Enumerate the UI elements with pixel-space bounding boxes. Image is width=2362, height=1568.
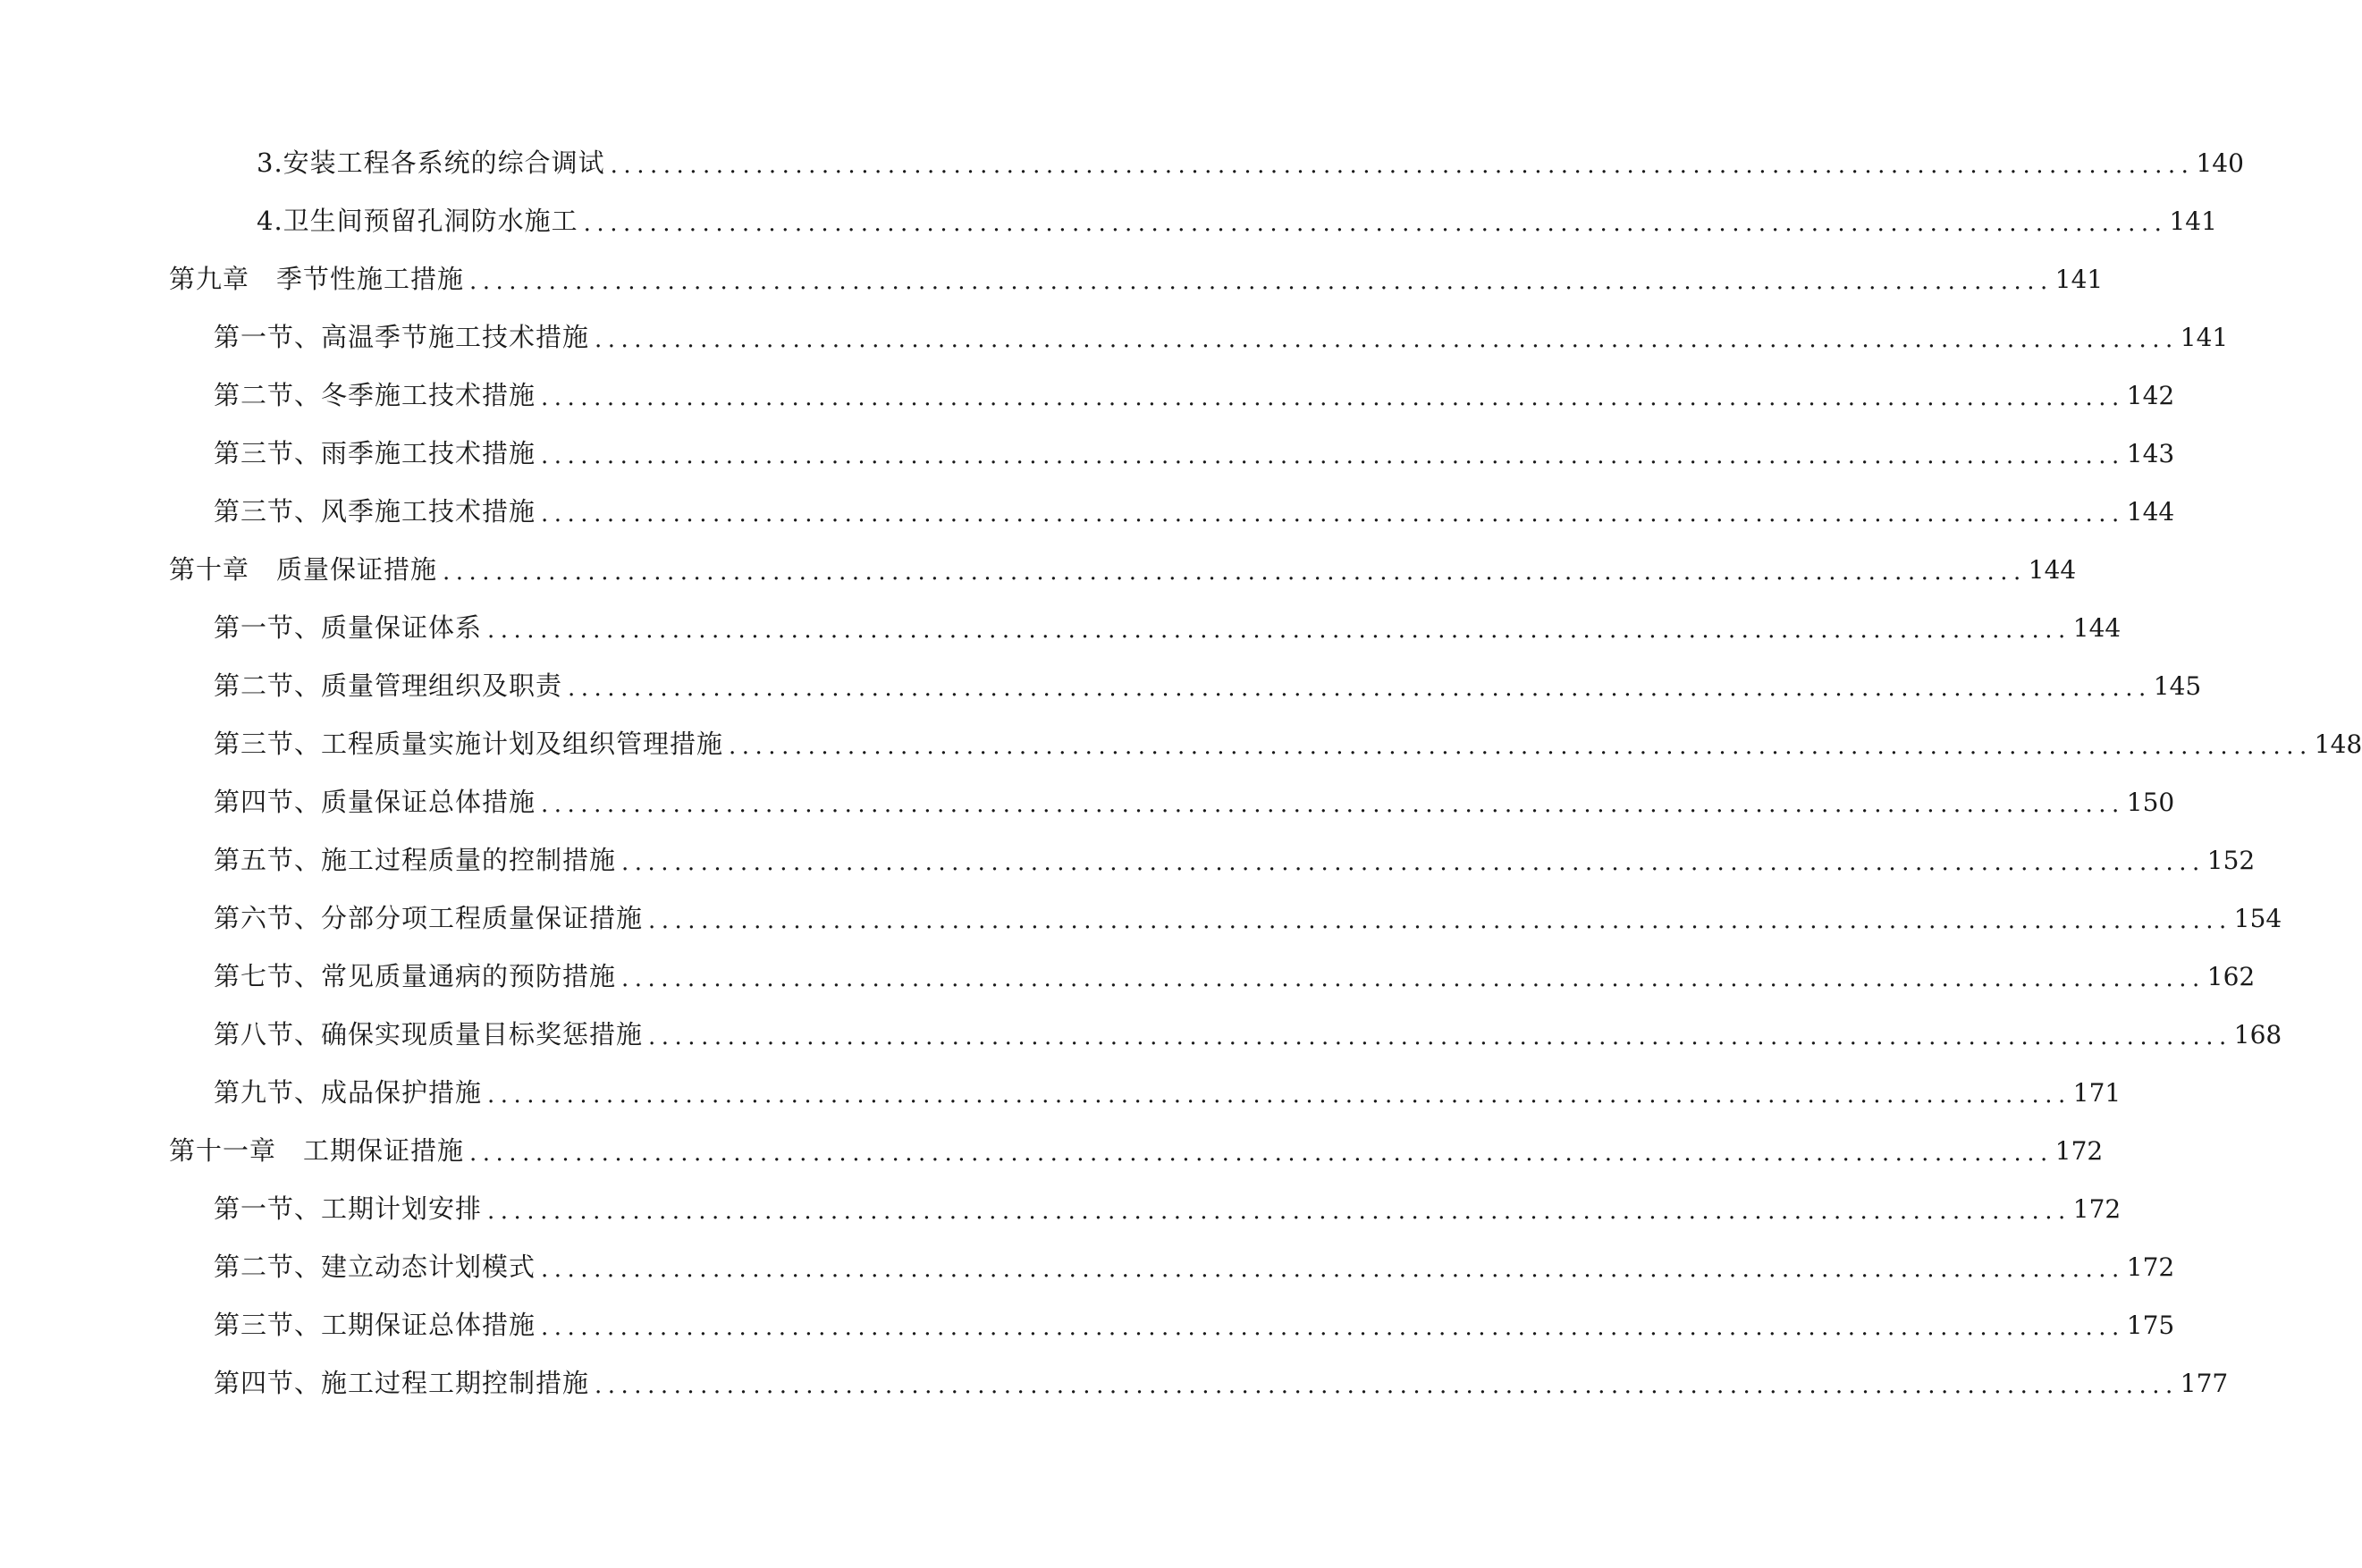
toc-entry[interactable]	[0, 948, 2256, 1006]
toc-dot-leader: ........................................................................................................................	[541, 1313, 2125, 1341]
toc-entry-title: 第七节、常见质量通病的预防措施	[214, 961, 617, 991]
toc-entry-title: 第一节、质量保证体系	[214, 612, 483, 643]
toc-entry[interactable]	[0, 1238, 2175, 1296]
toc-dot-leader: ........................................................................................................................	[568, 674, 2152, 702]
toc-entry-title: 第二节、冬季施工技术措施	[214, 380, 536, 410]
toc-page-number: 172	[2054, 1135, 2104, 1166]
toc-entry-title: 第一节、高温季节施工技术措施	[214, 322, 590, 352]
toc-dot-leader: ........................................................................................................................	[621, 965, 2206, 992]
toc-entry-title: 第三节、工期保证总体措施	[214, 1310, 536, 1340]
toc-page-number: 143	[2126, 438, 2175, 468]
toc-entry-title: 第八节、确保实现质量目标奖惩措施	[214, 1019, 644, 1050]
toc-entry[interactable]	[0, 715, 2362, 773]
toc-entry[interactable]	[0, 483, 2175, 541]
toc-dot-leader: ........................................................................................................................	[648, 906, 2232, 934]
toc-dot-leader: ........................................................................................................................	[729, 732, 2313, 760]
toc-dot-leader: ........................................................................................................................	[648, 1023, 2232, 1050]
toc-entry-title: 第二节、质量管理组织及职责	[214, 670, 563, 701]
toc-page-number: 162	[2206, 961, 2256, 991]
toc-page-number: 141	[2054, 264, 2104, 294]
toc-dot-leader: ........................................................................................................................	[541, 1255, 2125, 1283]
toc-entry-title: 第三节、工程质量实施计划及组织管理措施	[214, 729, 724, 759]
toc-entry-title: 第六节、分部分项工程质量保证措施	[214, 903, 644, 933]
toc-entry-title: 第四节、施工过程工期控制措施	[214, 1368, 590, 1398]
toc-page-number: 150	[2126, 787, 2175, 817]
toc-entry-title: 第十一章 工期保证措施	[169, 1135, 465, 1166]
toc-page-number: 152	[2206, 845, 2256, 875]
toc-entry-title: 第三节、风季施工技术措施	[214, 496, 536, 527]
toc-page-number: 168	[2233, 1019, 2282, 1050]
toc-page-number: 144	[2028, 554, 2077, 585]
toc-page-number: 154	[2233, 903, 2282, 933]
toc-page-number: 142	[2126, 380, 2175, 410]
toc-entry[interactable]	[0, 1006, 2282, 1064]
toc-dot-leader: ........................................................................................................................	[541, 384, 2125, 411]
toc-entry-title: 第九章 季节性施工措施	[169, 264, 465, 294]
toc-entry-title: 第一节、工期计划安排	[214, 1193, 483, 1224]
toc-entry[interactable]	[0, 1354, 2229, 1412]
toc-dot-leader: ........................................................................................................................	[595, 325, 2179, 353]
toc-entry[interactable]	[0, 599, 2122, 657]
toc-dot-leader: ........................................................................................................................	[469, 1139, 2054, 1167]
toc-chapter-entry[interactable]	[0, 250, 2104, 308]
toc-page-number: 171	[2072, 1077, 2122, 1108]
toc-chapter-entry[interactable]	[0, 1122, 2104, 1180]
toc-entry-title: 第三节、雨季施工技术措施	[214, 438, 536, 468]
toc-entry-title: 第四节、质量保证总体措施	[214, 787, 536, 817]
toc-dot-leader: ........................................................................................................................	[541, 442, 2125, 469]
toc-entry-title: 第五节、施工过程质量的控制措施	[214, 845, 617, 875]
toc-dot-leader: ........................................................................................................................	[541, 500, 2125, 527]
toc-page-number: 148	[2314, 729, 2362, 759]
toc-dot-leader: ........................................................................................................................	[487, 1197, 2071, 1225]
toc-entry-title: 第十章 质量保证措施	[169, 554, 438, 585]
toc-entry-title: 3.安装工程各系统的综合调试	[257, 148, 605, 178]
toc-entry[interactable]	[0, 889, 2282, 948]
toc-entry[interactable]	[0, 134, 2244, 192]
toc-page-number: 144	[2072, 612, 2122, 643]
toc-entry[interactable]	[0, 367, 2175, 425]
toc-entry-title: 第二节、建立动态计划模式	[214, 1252, 536, 1282]
toc-dot-leader: ........................................................................................................................	[487, 616, 2071, 644]
toc-dot-leader: ........................................................................................................................	[583, 209, 2168, 237]
toc-page-number: 177	[2180, 1368, 2229, 1398]
toc-page-number: 145	[2153, 670, 2202, 701]
toc-page-number: 172	[2126, 1252, 2175, 1282]
toc-page-number: 140	[2196, 148, 2244, 178]
toc-entry[interactable]	[0, 831, 2256, 889]
toc-page-number: 141	[2169, 206, 2217, 236]
toc-dot-leader: ........................................................................................................................	[610, 151, 2195, 179]
toc-page-number: 172	[2072, 1193, 2122, 1224]
toc-dot-leader: ........................................................................................................................	[469, 267, 2054, 295]
toc-dot-leader: ........................................................................................................................	[541, 790, 2125, 818]
toc-dot-leader: ........................................................................................................................	[443, 558, 2027, 586]
table-of-contents	[0, 134, 2362, 1412]
toc-entry[interactable]	[0, 657, 2202, 715]
toc-page-number: 141	[2180, 322, 2229, 352]
toc-entry[interactable]	[0, 1064, 2122, 1122]
toc-entry-title: 第九节、成品保护措施	[214, 1077, 483, 1108]
toc-entry[interactable]	[0, 425, 2175, 483]
toc-chapter-entry[interactable]	[0, 541, 2077, 599]
toc-page-number: 175	[2126, 1310, 2175, 1340]
toc-entry[interactable]	[0, 192, 2217, 250]
toc-dot-leader: ........................................................................................................................	[621, 848, 2206, 876]
toc-entry[interactable]	[0, 773, 2175, 831]
toc-entry[interactable]	[0, 308, 2229, 367]
toc-entry-title: 4.卫生间预留孔洞防水施工	[257, 206, 578, 236]
toc-entry[interactable]	[0, 1180, 2122, 1238]
toc-page-number: 144	[2126, 496, 2175, 527]
toc-dot-leader: ........................................................................................................................	[595, 1371, 2179, 1399]
toc-entry[interactable]	[0, 1296, 2175, 1354]
toc-dot-leader: ........................................................................................................................	[487, 1081, 2071, 1109]
